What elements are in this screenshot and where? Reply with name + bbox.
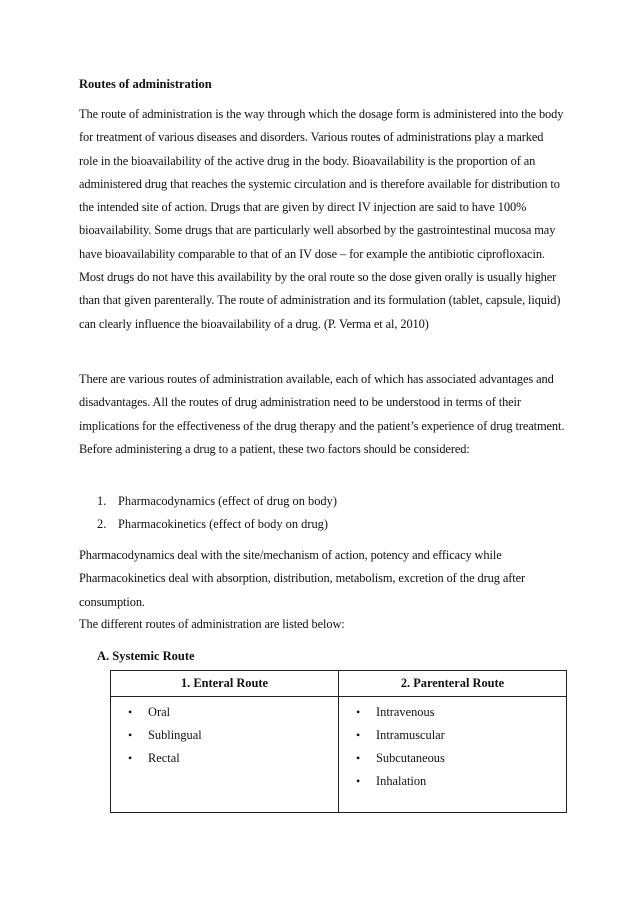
list-number: 2. xyxy=(97,517,107,532)
bullet-icon: • xyxy=(356,774,361,788)
list-item xyxy=(111,724,338,747)
enteral-header: 1. Enteral Route xyxy=(111,671,339,697)
route-name: Intramuscular xyxy=(376,728,445,742)
list-item xyxy=(339,701,566,724)
intro-paragraph: The route of administration is the way through which the dosage form is administered into the body for treatment of various diseases and disorders. Various routes of administrations play a marked role in the bioavailability of the active drug in the body. Bioavailability is the proportion of an administered drug that reaches the systemic circulation and is therefore available for distribution to the intended site of action. Drugs that are given by direct IV injection are said to have 100% bioavailability. Some drugs that are particularly well absorbed by the gastrointestinal mucosa may have bioavailability comparable to that of an IV dose – for example the antibiotic ciprofloxacin. Most drugs do not have this availability by the oral route so the dose given orally is usually higher than that given parenterally. The route of administration and its formulation (tablet, capsule, liquid) can clearly influence the bioavailability of a drug. (P. Verma et al, 2010) xyxy=(79,107,564,331)
bullet-icon: • xyxy=(356,728,361,742)
route-name: Subcutaneous xyxy=(376,751,445,765)
parenteral-header: 2. Parenteral Route xyxy=(339,671,567,697)
bullet-icon: • xyxy=(128,751,133,765)
route-name: Rectal xyxy=(148,751,180,765)
bullet-icon: • xyxy=(128,728,133,742)
list-item xyxy=(79,513,337,536)
route-name: Intravenous xyxy=(376,705,435,719)
routes-listed-line: The different routes of administration are listed below: xyxy=(79,617,345,631)
bullet-icon: • xyxy=(356,751,361,765)
route-name: Oral xyxy=(148,705,171,719)
pharmaco-paragraph: Pharmacodynamics deal with the site/mechanism of action, potency and efficacy while Pharmacokinetics deal with absorption, distribution, metabolism, excretion of the drug after consumption. xyxy=(79,548,526,609)
list-item xyxy=(339,747,566,770)
factors-list xyxy=(79,490,337,537)
list-text: Pharmacokinetics (effect of body on drug) xyxy=(118,517,328,532)
list-text: Pharmacodynamics (effect of drug on body) xyxy=(118,494,337,508)
systemic-route-title: A. Systemic Route xyxy=(97,649,195,663)
route-name: Sublingual xyxy=(148,728,202,742)
section-heading: Routes of administration xyxy=(79,77,212,91)
route-name: Inhalation xyxy=(376,774,427,788)
routes-paragraph: There are various routes of administration available, each of which has associated advantages and disadvantages. All the routes of drug administration need to be understood in terms of their implications for the effectiveness of the drug therapy and the patient’s experience of drug treatment. Before administering a drug to a patient, these two factors should be considered: xyxy=(79,372,565,456)
bullet-icon: • xyxy=(128,705,133,719)
bullet-icon: • xyxy=(356,705,361,719)
list-item xyxy=(339,724,566,747)
parenteral-cell xyxy=(339,697,567,813)
list-item xyxy=(111,701,338,724)
list-number: 1. xyxy=(97,494,107,508)
routes-table xyxy=(110,670,567,813)
list-item xyxy=(339,770,566,793)
list-item xyxy=(79,490,337,513)
enteral-cell xyxy=(111,697,339,813)
list-item xyxy=(111,747,338,770)
